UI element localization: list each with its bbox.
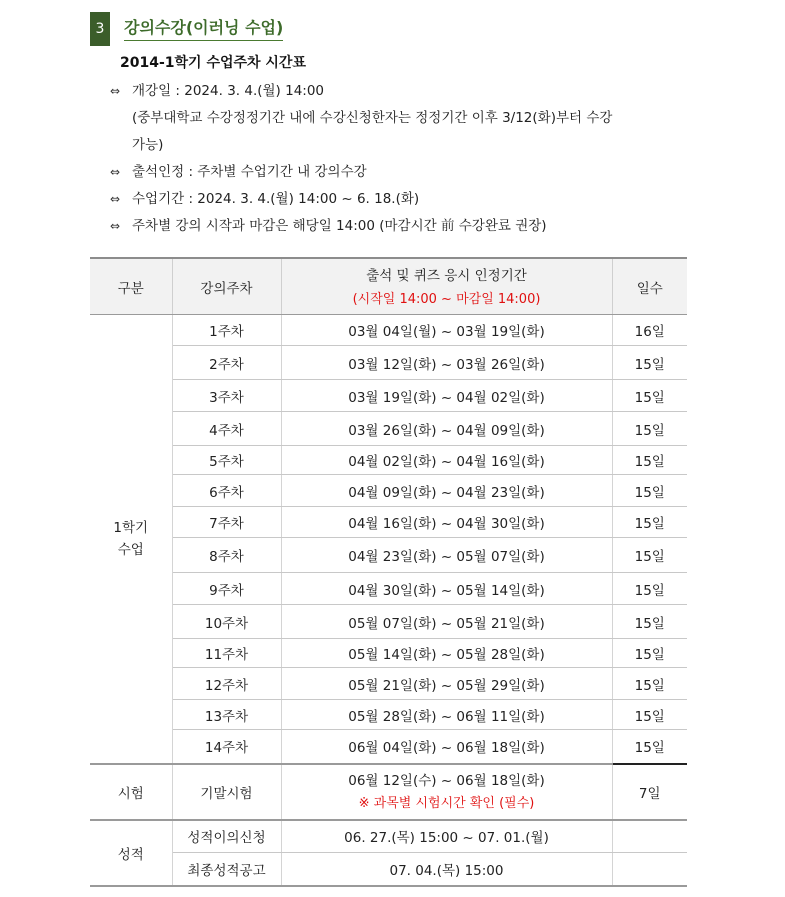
week-row bbox=[90, 380, 687, 412]
week-period: 04월 02일(화) ~ 04월 16일(화) bbox=[281, 446, 612, 475]
week-period: 04월 09일(화) ~ 04월 23일(화) bbox=[281, 475, 612, 507]
week-period: 04월 30일(화) ~ 05월 14일(화) bbox=[281, 573, 612, 605]
week-row bbox=[90, 315, 687, 346]
grade-item-days bbox=[612, 853, 687, 886]
exam-period-cell bbox=[281, 764, 612, 820]
schedule-subtitle: 2014-1학기 수업주차 시간표 bbox=[120, 55, 306, 71]
week-label: 13주차 bbox=[172, 700, 281, 730]
bullet-class-period bbox=[110, 186, 730, 213]
week-period: 04월 23일(화) ~ 05월 07일(화) bbox=[281, 538, 612, 573]
semester-label: 1학기 bbox=[113, 519, 149, 536]
week-days: 15일 bbox=[612, 538, 687, 573]
arrow-icon: ⇔ bbox=[110, 192, 121, 206]
exam-category: 시험 bbox=[90, 764, 172, 820]
week-row bbox=[90, 605, 687, 639]
grade-item-period: 06. 27.(목) 15:00 ~ 07. 01.(월) bbox=[281, 820, 612, 853]
arrow-icon: ⇔ bbox=[110, 165, 121, 179]
exam-note: ※ 과목별 시험시간 확인 (필수) bbox=[358, 795, 535, 811]
week-row bbox=[90, 668, 687, 700]
week-period: 05월 28일(화) ~ 06월 11일(화) bbox=[281, 700, 612, 730]
week-row bbox=[90, 446, 687, 475]
week-label: 1주차 bbox=[172, 315, 281, 346]
week-row bbox=[90, 700, 687, 730]
week-label: 4주차 bbox=[172, 412, 281, 446]
header-week: 강의주차 bbox=[172, 258, 281, 315]
table-header-row bbox=[90, 258, 687, 315]
semester-category bbox=[90, 315, 172, 764]
week-label: 5주차 bbox=[172, 446, 281, 475]
header-period-title: 출석 및 퀴즈 응시 인정기간 bbox=[366, 267, 527, 284]
grade-item-days bbox=[612, 820, 687, 853]
week-days: 15일 bbox=[612, 573, 687, 605]
week-days: 15일 bbox=[612, 475, 687, 507]
week-row bbox=[90, 475, 687, 507]
week-label: 10주차 bbox=[172, 605, 281, 639]
week-days: 15일 bbox=[612, 446, 687, 475]
week-days: 15일 bbox=[612, 639, 687, 668]
grade-item-period: 07. 04.(목) 15:00 bbox=[281, 853, 612, 886]
week-days: 15일 bbox=[612, 412, 687, 446]
schedule-table bbox=[90, 257, 687, 887]
semester-label: 수업 bbox=[117, 541, 144, 558]
week-label: 7주차 bbox=[172, 507, 281, 538]
week-period: 03월 26일(화) ~ 04월 09일(화) bbox=[281, 412, 612, 446]
exam-days: 7일 bbox=[612, 764, 687, 820]
bullet-text: 출석인정 : 주차별 수업기간 내 강의수강 bbox=[132, 164, 367, 180]
week-label: 3주차 bbox=[172, 380, 281, 412]
week-period: 04월 16일(화) ~ 04월 30일(화) bbox=[281, 507, 612, 538]
week-row bbox=[90, 730, 687, 764]
week-days: 15일 bbox=[612, 605, 687, 639]
week-days: 15일 bbox=[612, 380, 687, 412]
week-label: 9주차 bbox=[172, 573, 281, 605]
grade-row bbox=[90, 853, 687, 886]
week-label: 8주차 bbox=[172, 538, 281, 573]
week-period: 05월 14일(화) ~ 05월 28일(화) bbox=[281, 639, 612, 668]
bullet-start-date bbox=[110, 78, 730, 105]
bullet-text: 주차별 강의 시작과 마감은 해당일 14:00 (마감시간 前 수강완료 권장) bbox=[132, 218, 547, 234]
week-days: 15일 bbox=[612, 730, 687, 764]
week-row bbox=[90, 507, 687, 538]
arrow-icon: ⇔ bbox=[110, 219, 121, 233]
grade-item-name: 성적이의신청 bbox=[172, 820, 281, 853]
week-days: 15일 bbox=[612, 346, 687, 380]
bullet-continuation: 가능) bbox=[132, 137, 164, 153]
week-row bbox=[90, 573, 687, 605]
week-row bbox=[90, 639, 687, 668]
week-row bbox=[90, 538, 687, 573]
section-title: 강의수강(이러닝 수업) bbox=[124, 18, 283, 41]
grade-item-name: 최종성적공고 bbox=[172, 853, 281, 886]
week-label: 12주차 bbox=[172, 668, 281, 700]
week-days: 15일 bbox=[612, 668, 687, 700]
week-days: 15일 bbox=[612, 700, 687, 730]
grade-category: 성적 bbox=[90, 820, 172, 886]
week-row bbox=[90, 346, 687, 380]
week-period: 05월 21일(화) ~ 05월 29일(화) bbox=[281, 668, 612, 700]
header-period-note: (시작일 14:00 ~ 마감일 14:00) bbox=[352, 291, 541, 307]
bullet-text: 수업기간 : 2024. 3. 4.(월) 14:00 ~ 6. 18.(화) bbox=[132, 191, 420, 207]
week-period: 03월 12일(화) ~ 03월 26일(화) bbox=[281, 346, 612, 380]
header-days: 일수 bbox=[612, 258, 687, 315]
bullet-text: 개강일 : 2024. 3. 4.(월) 14:00 bbox=[132, 83, 325, 99]
header-period bbox=[281, 258, 612, 315]
exam-row bbox=[90, 764, 687, 820]
bullet-continuation: (중부대학교 수강정정기간 내에 수강신청한자는 정정기간 이후 3/12(화)부터 수강 bbox=[132, 110, 613, 126]
week-row bbox=[90, 412, 687, 446]
arrow-icon: ⇔ bbox=[110, 84, 121, 98]
section-number: 3 bbox=[90, 12, 110, 46]
bullet-attendance bbox=[110, 159, 730, 186]
week-label: 14주차 bbox=[172, 730, 281, 764]
grade-row bbox=[90, 820, 687, 853]
week-period: 03월 19일(화) ~ 04월 02일(화) bbox=[281, 380, 612, 412]
week-period: 05월 07일(화) ~ 05월 21일(화) bbox=[281, 605, 612, 639]
bullet-weekly-deadline bbox=[110, 213, 730, 240]
exam-name: 기말시험 bbox=[172, 764, 281, 820]
section-header bbox=[90, 12, 283, 46]
week-label: 2주차 bbox=[172, 346, 281, 380]
week-period: 06월 04일(화) ~ 06월 18일(화) bbox=[281, 730, 612, 764]
week-label: 6주차 bbox=[172, 475, 281, 507]
week-days: 16일 bbox=[612, 315, 687, 346]
info-bullets bbox=[110, 78, 730, 240]
exam-period: 06월 12일(수) ~ 06월 18일(화) bbox=[348, 772, 545, 789]
header-category: 구분 bbox=[90, 258, 172, 315]
week-label: 11주차 bbox=[172, 639, 281, 668]
week-days: 15일 bbox=[612, 507, 687, 538]
week-period: 03월 04일(월) ~ 03월 19일(화) bbox=[281, 315, 612, 346]
